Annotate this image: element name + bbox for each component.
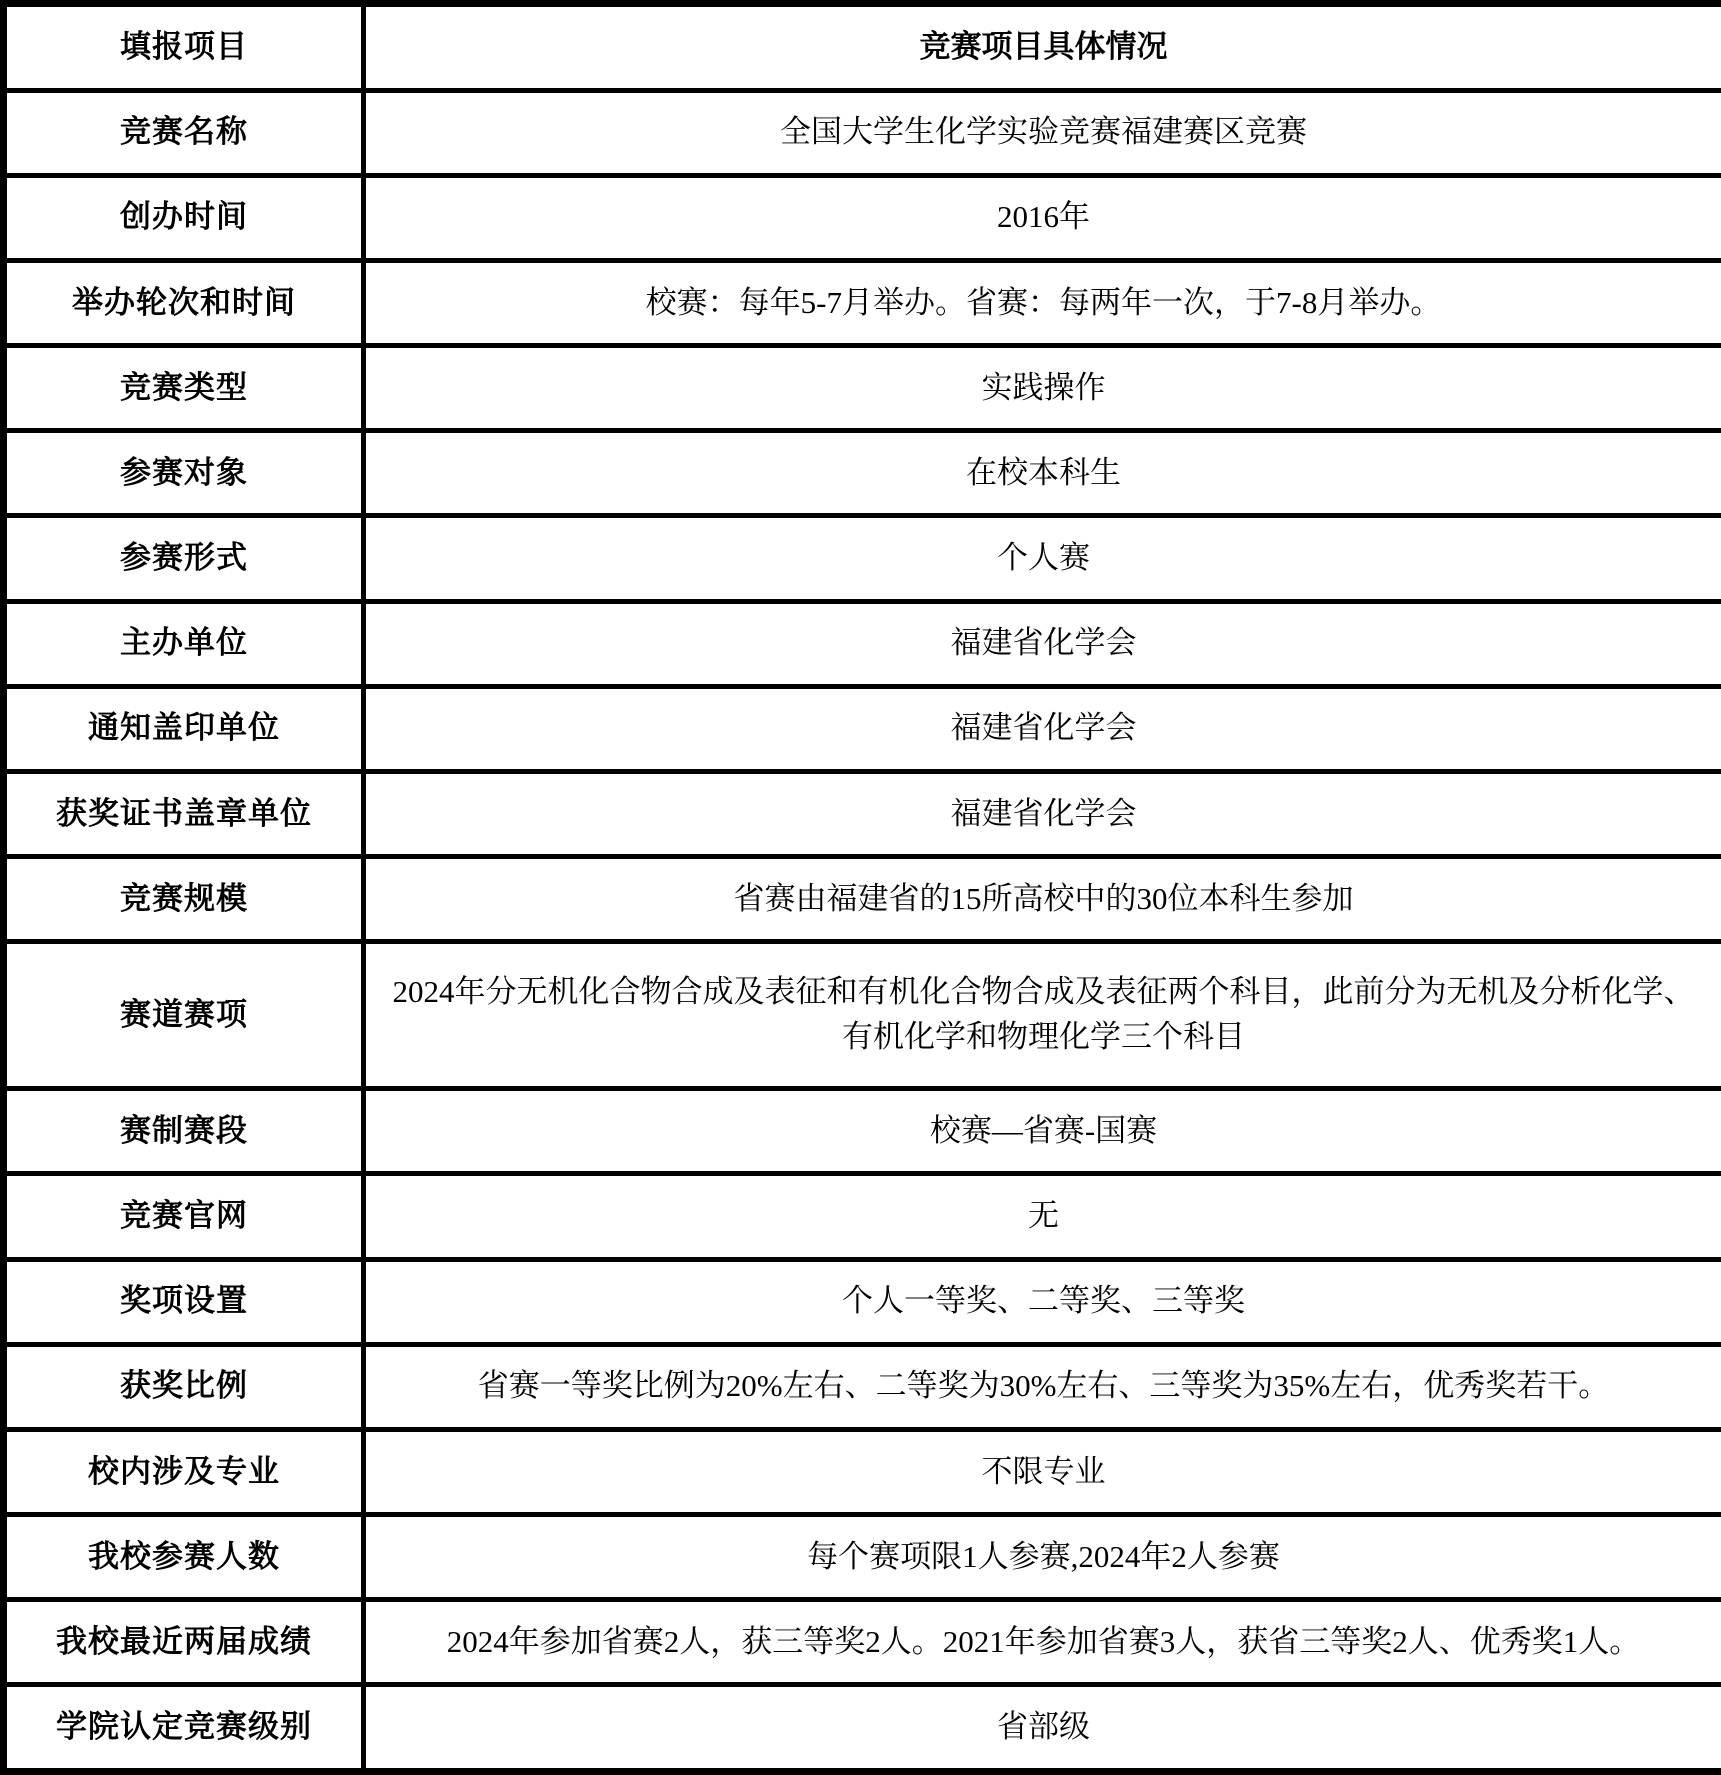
table-row <box>4 1089 1721 1174</box>
row-value: 2024年分无机化合物合成及表征和有机化合物合成及表征两个科目，此前分为无机及分析化学、有机化学和物理化学三个科目 <box>364 942 1721 1089</box>
table-row <box>4 90 1721 175</box>
row-value: 实践操作 <box>364 346 1721 431</box>
table-row <box>4 260 1721 345</box>
row-label: 主办单位 <box>4 601 364 686</box>
table-row <box>4 686 1721 771</box>
row-value: 福建省化学会 <box>364 771 1721 856</box>
table-row <box>4 1429 1721 1514</box>
table-row <box>4 1600 1721 1685</box>
table-row <box>4 431 1721 516</box>
row-value: 个人一等奖、二等奖、三等奖 <box>364 1259 1721 1344</box>
row-value: 2016年 <box>364 175 1721 260</box>
row-label: 赛道赛项 <box>4 942 364 1089</box>
row-value: 校赛—省赛-国赛 <box>364 1089 1721 1174</box>
row-label: 通知盖印单位 <box>4 686 364 771</box>
table-row <box>4 857 1721 942</box>
row-value: 不限专业 <box>364 1429 1721 1514</box>
row-label: 创办时间 <box>4 175 364 260</box>
table-row <box>4 516 1721 601</box>
row-label: 参赛形式 <box>4 516 364 601</box>
row-label: 我校最近两届成绩 <box>4 1600 364 1685</box>
row-value: 省赛由福建省的15所高校中的30位本科生参加 <box>364 857 1721 942</box>
table-row <box>4 175 1721 260</box>
row-value: 无 <box>364 1174 1721 1259</box>
row-value: 福建省化学会 <box>364 601 1721 686</box>
table-row <box>4 1174 1721 1259</box>
row-label: 举办轮次和时间 <box>4 260 364 345</box>
row-label: 奖项设置 <box>4 1259 364 1344</box>
row-label: 竞赛官网 <box>4 1174 364 1259</box>
row-label: 竞赛规模 <box>4 857 364 942</box>
table-row <box>4 771 1721 856</box>
table-row <box>4 942 1721 1089</box>
row-label: 竞赛名称 <box>4 90 364 175</box>
row-label: 赛制赛段 <box>4 1089 364 1174</box>
table-row <box>4 601 1721 686</box>
row-value: 竞赛项目具体情况 <box>364 4 1721 91</box>
row-value: 每个赛项限1人参赛,2024年2人参赛 <box>364 1515 1721 1600</box>
row-value: 2024年参加省赛2人，获三等奖2人。2021年参加省赛3人，获省三等奖2人、优秀奖1人。 <box>364 1600 1721 1685</box>
row-value: 全国大学生化学实验竞赛福建赛区竞赛 <box>364 90 1721 175</box>
row-label: 我校参赛人数 <box>4 1515 364 1600</box>
row-label: 参赛对象 <box>4 431 364 516</box>
row-value: 校赛：每年5-7月举办。省赛：每两年一次，于7-8月举办。 <box>364 260 1721 345</box>
row-value: 省赛一等奖比例为20%左右、二等奖为30%左右、三等奖为35%左右，优秀奖若干。 <box>364 1344 1721 1429</box>
row-label: 竞赛类型 <box>4 346 364 431</box>
row-label: 校内涉及专业 <box>4 1429 364 1514</box>
table-row <box>4 1685 1721 1772</box>
table-body <box>4 4 1721 1772</box>
row-label: 填报项目 <box>4 4 364 91</box>
row-value: 在校本科生 <box>364 431 1721 516</box>
row-value: 省部级 <box>364 1685 1721 1772</box>
row-label: 获奖比例 <box>4 1344 364 1429</box>
table-row <box>4 1344 1721 1429</box>
table-row <box>4 1259 1721 1344</box>
table-row <box>4 1515 1721 1600</box>
table-row <box>4 346 1721 431</box>
row-label: 获奖证书盖章单位 <box>4 771 364 856</box>
row-label: 学院认定竞赛级别 <box>4 1685 364 1772</box>
table-row <box>4 4 1721 91</box>
row-value: 福建省化学会 <box>364 686 1721 771</box>
row-value: 个人赛 <box>364 516 1721 601</box>
